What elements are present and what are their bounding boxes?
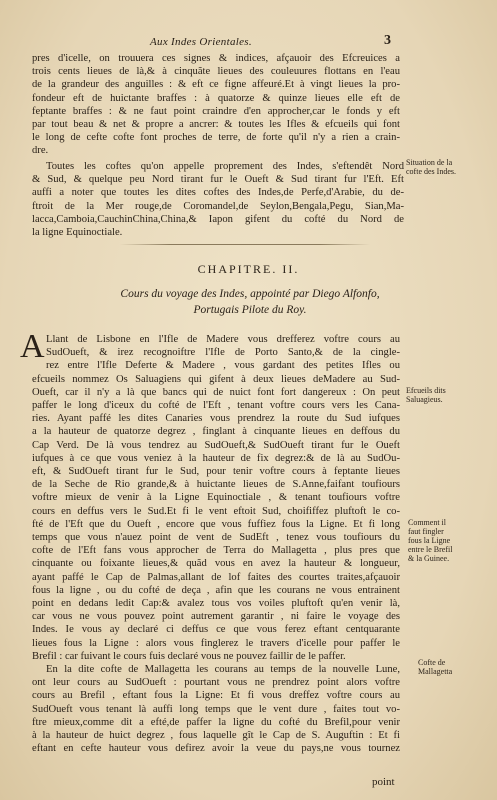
- chapter-title: CHAPITRE. II.: [197, 262, 300, 276]
- text-line: à la hauteur de huict degrez , fous laquelle gît le Cap de S. Auguftin : Et fi: [32, 730, 400, 742]
- text-line: trois cents lieues de là,& à cinquãte lieues des couleuures flottans en l'eau: [32, 66, 400, 78]
- text-line: SudOueft vous tenant là auffi long temps que le vent dure , faites tout vo-: [32, 703, 400, 715]
- text-line: de la grandeur des anguilles : & eft ce figne affeuré.Et à vingt lieues la pro-: [32, 79, 400, 91]
- chapter-subtitle-2: Portugais Pilote du Roy.: [193, 304, 307, 316]
- text-line: ftroit de la Mer rouge,de Coromandel,de Seylon,Bengala,Pegu, Sian,Ma-: [32, 200, 404, 212]
- text-line: voftre mieux de venir à la Ligne Equinoctiale , & tenant toufiours voftre: [32, 492, 400, 504]
- paragraph-1: [32, 52, 400, 158]
- text-line: En la dite cofte de Mallagetta les courans au temps de la nouvelle Lune,: [46, 664, 400, 676]
- chapter-subtitle-1: Cours du voyage des Indes, appointé par Diego Alfonfo,: [120, 288, 380, 300]
- text-line: la ligne Equinoctiale.: [32, 227, 123, 239]
- text-line: efcueils nommez Os Saluagiens qui gifent à deux lieues deMadere au Sud-: [32, 373, 400, 385]
- catchword: point: [372, 776, 395, 788]
- text-line: eftant en cefte hauteur vous defirez avoir la veue du pays,ne vous tournez: [32, 743, 400, 755]
- text-line: fondeur eft de huictante braffes : à quatorze & quinze lieues elle eft de: [32, 92, 400, 104]
- text-line: lieues fous la Ligne : alors vous finglerez le travers d'icelle pour paffer le: [32, 637, 400, 649]
- text-line: cours au Brefil , eftant fous la Ligne: Et fi vous dreffez voftre cours au: [32, 690, 400, 702]
- text-line: cours en deffus vers le Sud.Et fi le vent eftoit Sud, choififfez pluftoft le co-: [32, 505, 400, 517]
- text-line: lacca,Camboia,CauchinChina,China,& Iapon gifent du cofté du Nord de: [32, 213, 404, 225]
- text-line: cofte de l'Eft fans vous approcher de Terra do Mallagetta , plus pres que: [32, 545, 400, 557]
- text-line: de la Seche de Rio grande,& à huictante lieues de S.Anne,faifant toufiours: [32, 479, 400, 491]
- drop-cap: A: [20, 328, 45, 365]
- text-line: iufques à ce que vous veniez à la hauteur de fix degrez:& de là au SudOu-: [32, 452, 400, 464]
- text-line: ries. Ayant paffé les dites Canaries vous prendrez la route du Sud iufques: [32, 413, 400, 425]
- text-line: a la hauteur de quatorze degrez , finglant à cinquante lieues en deffous du: [32, 426, 400, 438]
- margin-note-mallagetta: Cofte de Mallagetta: [418, 658, 453, 676]
- text-line: Indes. Ie vous ay declaré ci deffus ce que vous ferez eftant centquarante: [32, 624, 400, 636]
- running-head: Aux Indes Orientales.: [150, 36, 252, 48]
- margin-note-comment: Comment il faut fingler fous la Ligne entre le Brefil & la Guinee.: [408, 518, 453, 563]
- text-line: temps que vous n'auez point de vent de SudEft , tenez vous toufiours du: [32, 532, 400, 544]
- text-line: paffer le long d'iceux du cofté de l'Eft , tenant voftre cours vers les Cana-: [32, 400, 400, 412]
- margin-note-situation: Situation de la cofte des Indes.: [406, 158, 456, 176]
- text-line: Toutes les coftes qu'on appelle proprement des Indes, s'eftendêt Nord: [46, 161, 404, 172]
- text-line: pres d'icelle, on trouuera ces signes & indices, afçauoir des Efcreuices a: [32, 53, 400, 64]
- text-line: fté de l'Eft que du Oueft , encore que vous fuffiez fous la Ligne. Et fi long: [32, 518, 400, 530]
- paragraph-3: [32, 333, 400, 756]
- section-divider: [120, 244, 370, 245]
- text-line: Oueft, car il n'y a là que bancs qui de nuict font fort dangereux : On peut: [32, 386, 400, 398]
- text-line: Brefil : car fuivant le cours fuis declaré vous ne pouvez faillir de le paffer.: [32, 650, 346, 662]
- text-line: point en dedans ledit Cap:& avalez tous vos voiles pluftoft qu'en venir là,: [32, 598, 400, 610]
- text-line: rez entre l'Ifle Deferte & Madere , vous gardant des petites Ifles ou: [46, 360, 400, 372]
- text-line: ont leur cours au SudOueft : pourtant vous ne prendrez point alors voftre: [32, 677, 400, 689]
- text-line: auffi a noter que toutes les dites coftes des Indes,de Perfe,d'Arabie, du de-: [32, 187, 404, 199]
- text-line: Llant de Lisbone en l'Ifle de Madere vous drefferez voftre cours au: [46, 334, 400, 345]
- text-line: Cap Verd. De là vous tendrez au SudOueft,& SudOueft tirant fur le Oueft: [32, 439, 400, 451]
- text-line: feptante braffes : & ne faut point craindre d'en approcher,car le fonds y eft: [32, 105, 400, 117]
- text-line: ftre mieux,comme dit a efté,de paffer la ligne du cofté du Brefil,pour venir: [32, 716, 400, 728]
- paragraph-2: [32, 160, 404, 239]
- text-line: cinquante ou foixante lieues,& quãd vous en avez la hauteur & longueur,: [32, 558, 400, 570]
- margin-note-escueils: Efcueils dits Saluagieus.: [406, 386, 446, 404]
- text-line: fous la ligne , ou du cofté de deça , afin que les courans ne vous entrainent: [32, 584, 400, 596]
- text-line: dre.: [32, 145, 49, 157]
- text-line: SudOueft, & irez recognoiftre l'Ifle de Porto Santo,& de la cingle-: [46, 347, 400, 359]
- text-line: & Sud, & quelque peu Nord tirant fur le Oueft & Sud tirant fur l'Eft. Eft: [32, 174, 404, 186]
- text-line: ayant paffé le Cap de Palmas,allant de lof faites des courtes traites,afçauoir: [32, 571, 400, 583]
- text-line: eft, & SudOueft tirant fur le Sud, pour tenir voftre cours à feptante lieues: [32, 466, 400, 478]
- text-line: car vous ne vous pouvez point autrement garantir , ni faire le voyage des: [32, 611, 400, 623]
- text-line: par tout beau & net & propre a ancrer: & toutes les Ifles & efcueils qui font: [32, 119, 400, 131]
- page-number: 3: [384, 33, 391, 48]
- text-line: le long de cefte cofte font proches de terre, de forte qu'il n'y a rien a crain-: [32, 132, 400, 144]
